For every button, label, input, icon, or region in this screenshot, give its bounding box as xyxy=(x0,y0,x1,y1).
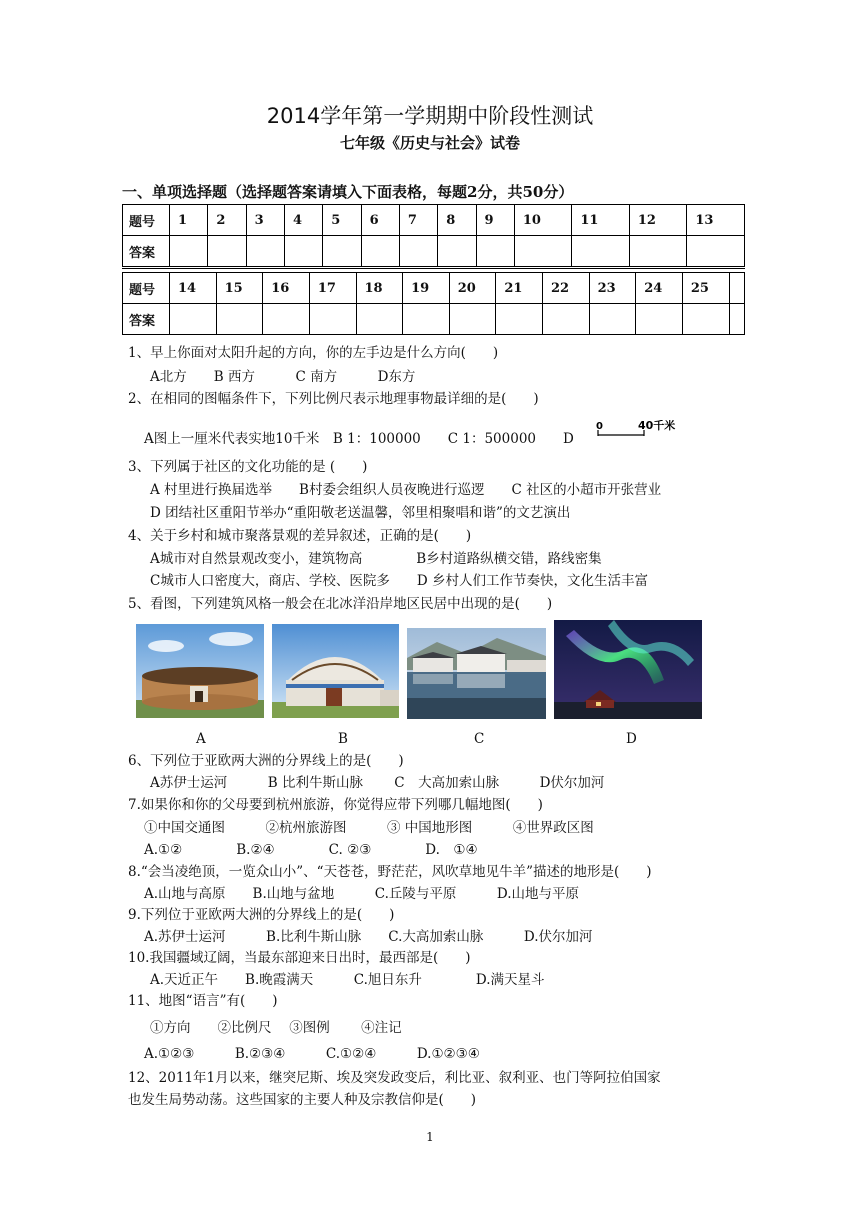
question-6-options: A苏伊士运河 B 比利牛斯山脉 C 大高加索山脉 D伏尔加河 xyxy=(150,775,605,791)
page-subtitle: 七年级《历史与社会》试卷 xyxy=(339,134,520,152)
answer-cell[interactable] xyxy=(687,236,745,267)
answer-cell[interactable] xyxy=(589,304,636,335)
answer-cell[interactable] xyxy=(284,236,322,267)
answer-cell[interactable] xyxy=(216,304,263,335)
answer-cell[interactable] xyxy=(361,236,399,267)
table-row xyxy=(123,273,745,304)
answer-cell[interactable] xyxy=(208,236,246,267)
answer-cell[interactable] xyxy=(682,304,729,335)
table-row xyxy=(123,205,745,236)
table-cell: 18 xyxy=(356,273,403,304)
yurt-photo xyxy=(272,624,399,718)
table-cell: 9 xyxy=(476,205,514,236)
question-3-options-2: D 团结社区重阳节举办“重阳敬老送温馨，邻里相聚唱和谐”的文艺演出 xyxy=(150,505,571,521)
question-6: 6、下列位于亚欧两大洲的分界线上的是( ) xyxy=(128,753,404,769)
scale-label: 40千米 xyxy=(638,420,676,432)
table-cell: 23 xyxy=(589,273,636,304)
question-11: 11、地图“语言”有( ) xyxy=(128,993,278,1009)
table-cell: 1 xyxy=(170,205,208,236)
question-1-options: A北方 B 西方 C 南方 D东方 xyxy=(150,369,416,385)
row-label: 答案 xyxy=(123,304,170,335)
answer-cell[interactable] xyxy=(636,304,683,335)
table-cell: 8 xyxy=(438,205,476,236)
table-cell: 17 xyxy=(309,273,356,304)
table-cell: 3 xyxy=(246,205,284,236)
question-10-options: A.天近正午 B.晚霞满天 C.旭日东升 D.满天星斗 xyxy=(150,972,545,988)
table-cell: 12 xyxy=(629,205,687,236)
answer-cell[interactable] xyxy=(572,236,630,267)
table-cell: 14 xyxy=(170,273,217,304)
table-cell: 15 xyxy=(216,273,263,304)
question-3-options-1: A 村里进行换届选举 B村委会组织人员夜晚进行巡逻 C 社区的小超市开张营业 xyxy=(150,482,662,498)
table-cell: 21 xyxy=(496,273,543,304)
question-1: 1、早上你面对太阳升起的方向，你的左手边是什么方向( ) xyxy=(128,345,499,361)
answer-cell[interactable] xyxy=(263,304,310,335)
question-12-line-2: 也发生局势动荡。这些国家的主要人种及宗教信仰是( ) xyxy=(128,1092,477,1108)
row-label: 题号 xyxy=(123,205,170,236)
table-cell: 11 xyxy=(572,205,630,236)
table-row xyxy=(123,236,745,267)
answer-cell[interactable] xyxy=(309,304,356,335)
question-8: 8.“会当凌绝顶，一览众山小”、“天苍苍，野茫茫，风吹草地见牛羊”描述的地形是( ) xyxy=(128,864,652,880)
question-8-options: A.山地与高原 B.山地与盆地 C.丘陵与平原 D.山地与平原 xyxy=(144,886,580,902)
answer-cell[interactable] xyxy=(496,304,543,335)
page-title: 2014学年第一学期期中阶段性测试 xyxy=(266,104,594,128)
answer-cell[interactable] xyxy=(476,236,514,267)
table-cell: 13 xyxy=(687,205,745,236)
table-cell: 16 xyxy=(263,273,310,304)
aurora-photo xyxy=(554,620,702,719)
answer-cell[interactable] xyxy=(629,236,687,267)
table-cell: 2 xyxy=(208,205,246,236)
row-label: 答案 xyxy=(123,236,170,267)
answer-cell[interactable] xyxy=(323,236,361,267)
section-heading: 一、单项选择题（选择题答案请填入下面表格，每题2分，共50分） xyxy=(122,183,574,201)
tulou-photo xyxy=(136,624,264,718)
question-7: 7.如果你和你的父母要到杭州旅游，你觉得应带下列哪几幅地图( ) xyxy=(128,797,543,813)
row-label: 题号 xyxy=(123,273,170,304)
question-9: 9.下列位于亚欧两大洲的分界线上的是( ) xyxy=(128,907,395,923)
table-cell: 6 xyxy=(361,205,399,236)
answer-cell[interactable] xyxy=(403,304,450,335)
scale-bar-icon xyxy=(596,420,686,440)
image-label-b: B xyxy=(338,731,348,747)
answer-cell[interactable] xyxy=(543,304,590,335)
table-cell: 25 xyxy=(682,273,729,304)
table-cell: 7 xyxy=(399,205,437,236)
table-cell: 24 xyxy=(636,273,683,304)
image-label-a: A xyxy=(196,731,206,747)
question-3: 3、下列属于社区的文化功能的是 ( ) xyxy=(128,459,368,475)
table-cell: 10 xyxy=(514,205,572,236)
table-row xyxy=(123,304,745,335)
answer-table-2 xyxy=(122,272,745,335)
question-12-line-1: 12、2011年1月以来，继突尼斯、埃及突发政变后，利比亚、叙利亚、也门等阿拉伯国家 xyxy=(128,1070,661,1086)
question-7-options-2: A.①② B.②④ C. ②③ D. ①④ xyxy=(144,842,478,858)
answer-cell[interactable] xyxy=(356,304,403,335)
table-cell: 19 xyxy=(403,273,450,304)
answer-cell[interactable] xyxy=(438,236,476,267)
table-cell xyxy=(729,273,745,304)
page-number: 1 xyxy=(426,1130,434,1144)
scale-zero: 0 xyxy=(596,421,603,432)
answer-cell[interactable] xyxy=(449,304,496,335)
question-4: 4、关于乡村和城市聚落景观的差异叙述，正确的是( ) xyxy=(128,528,472,544)
table-cell: 22 xyxy=(543,273,590,304)
question-10: 10.我国疆域辽阔，当最东部迎来日出时，最西部是( ) xyxy=(128,950,471,966)
image-label-c: C xyxy=(474,731,485,747)
answer-cell[interactable] xyxy=(170,236,208,267)
answer-cell[interactable] xyxy=(246,236,284,267)
image-label-d: D xyxy=(626,731,637,747)
answer-cell[interactable] xyxy=(729,304,745,335)
question-11-options-1: ①方向 ②比例尺 ③图例 ④注记 xyxy=(150,1020,402,1036)
table-cell: 4 xyxy=(284,205,322,236)
answer-cell[interactable] xyxy=(399,236,437,267)
answer-cell[interactable] xyxy=(514,236,572,267)
question-4-options-2: C城市人口密度大，商店、学校、医院多 D 乡村人们工作节奏快，文化生活丰富 xyxy=(150,573,648,589)
answer-table-1 xyxy=(122,204,745,267)
question-4-options-1: A城市对自然景观改变小，建筑物高 B乡村道路纵横交错，路线密集 xyxy=(150,551,602,567)
table-cell: 5 xyxy=(323,205,361,236)
question-2: 2、在相同的图幅条件下，下列比例尺表示地理事物最详细的是( ) xyxy=(128,391,539,407)
question-5: 5、看图，下列建筑风格一般会在北冰洋沿岸地区民居中出现的是( ) xyxy=(128,596,553,612)
table-cell: 20 xyxy=(449,273,496,304)
answer-cell[interactable] xyxy=(170,304,217,335)
water-town-photo xyxy=(407,628,546,719)
question-11-options-2: A.①②③ B.②③④ C.①②④ D.①②③④ xyxy=(144,1046,480,1062)
question-7-options-1: ①中国交通图 ②杭州旅游图 ③ 中国地形图 ④世界政区图 xyxy=(144,820,594,836)
question-9-options: A.苏伊士运河 B.比利牛斯山脉 C.大高加索山脉 D.伏尔加河 xyxy=(144,929,593,945)
question-2-options: A图上一厘米代表实地10千米 B 1：100000 C 1：500000 D xyxy=(144,431,574,447)
